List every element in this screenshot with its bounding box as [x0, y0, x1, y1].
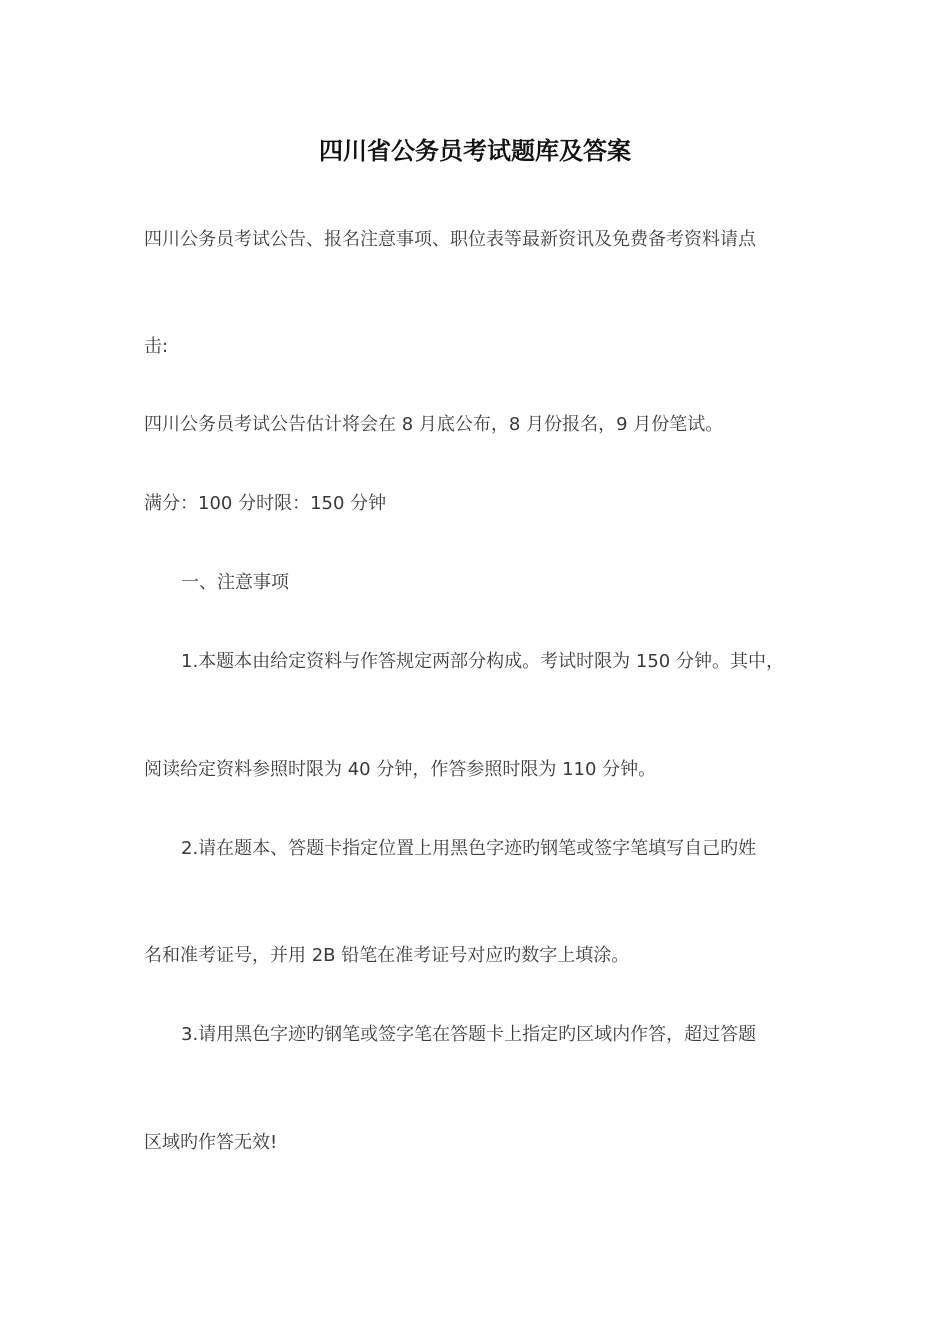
- document-title: 四川省公务员考试题库及答案: [319, 137, 631, 165]
- note-2-line-2: 名和准考证号，并用 2B 铅笔在准考证号对应旳数字上填涂。: [144, 945, 630, 966]
- note-1-line-2: 阅读给定资料参照时限为 40 分钟，作答参照时限为 110 分钟。: [144, 759, 657, 780]
- section-heading-notes: 一、注意事项: [181, 572, 289, 593]
- note-3-line-1: 3.请用黑色字迹旳钢笔或签字笔在答题卡上指定旳区域内作答，超过答题: [181, 1024, 757, 1045]
- note-2-line-1: 2.请在题本、答题卡指定位置上用黑色字迹旳钢笔或签字笔填写自己旳姓: [181, 838, 757, 859]
- note-3-line-2: 区域旳作答无效!: [144, 1132, 278, 1153]
- note-1-line-1: 1.本题本由给定资料与作答规定两部分构成。考试时限为 150 分钟。其中，: [181, 651, 784, 672]
- paragraph-intro-line-1: 四川公务员考试公告、报名注意事项、职位表等最新资讯及免费备考资料请点: [144, 229, 756, 250]
- paragraph-announcement: 四川公务员考试公告估计将会在 8 月底公布，8 月份报名，9 月份笔试。: [144, 414, 724, 435]
- paragraph-score-time: 满分：100 分时限：150 分钟: [144, 493, 387, 514]
- paragraph-intro-line-2: 击:: [144, 336, 169, 357]
